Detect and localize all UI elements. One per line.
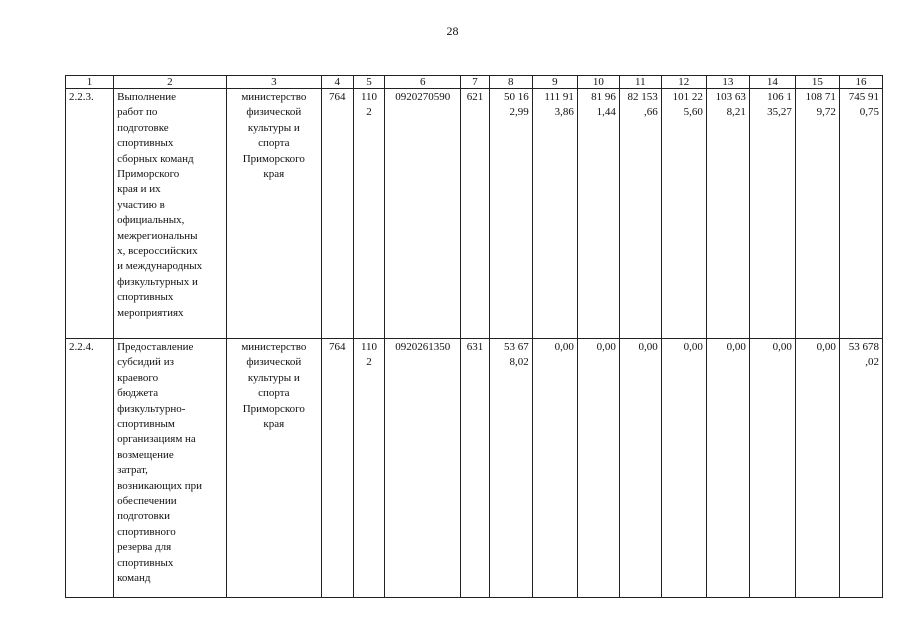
column-header-3: 3 xyxy=(226,76,321,89)
item-name-line: обеспечении xyxy=(117,495,177,508)
expense-type-code: 621 xyxy=(461,89,490,339)
item-name-line: физкультурно- xyxy=(117,402,186,415)
column-header-9: 9 xyxy=(532,76,577,89)
item-name-line: и международных xyxy=(117,260,203,273)
amount-cell-line: 0,00 xyxy=(816,341,836,353)
amount-cell-line: 35,27 xyxy=(767,106,792,119)
item-name-line: возмещение xyxy=(117,448,174,461)
item-name-line: работ по xyxy=(117,106,158,119)
item-name-line: мероприятиях xyxy=(117,306,184,319)
item-name-line: официальных, xyxy=(117,214,185,227)
section-code xyxy=(353,339,385,598)
item-name-line: краевого xyxy=(117,371,159,384)
amount-cell-line: 53 678 xyxy=(848,341,879,353)
amount-cell xyxy=(795,89,839,339)
column-header-13: 13 xyxy=(706,76,749,89)
amount-cell-line: 81 96 xyxy=(591,91,616,103)
column-header-2: 2 xyxy=(114,76,227,89)
item-code: 2.2.3. xyxy=(66,89,114,339)
amount-cell-line: 0,00 xyxy=(772,341,792,353)
amount-cell xyxy=(749,339,795,598)
column-header-10: 10 xyxy=(577,76,619,89)
item-name-line: затрат, xyxy=(117,464,148,477)
amount-cell xyxy=(839,89,882,339)
section-code xyxy=(353,89,385,339)
amount-cell xyxy=(532,339,577,598)
item-name-line: Приморского xyxy=(117,168,180,181)
section-code-line: 110 xyxy=(360,91,378,103)
amount-cell-line: 0,00 xyxy=(638,341,658,353)
grbs-code: 764 xyxy=(321,89,353,339)
amount-cell xyxy=(619,339,661,598)
item-code: 2.2.4. xyxy=(66,339,114,598)
section-code-line: 2 xyxy=(366,106,372,119)
responsible-org-line: края xyxy=(263,168,285,181)
item-name-line: межрегиональны xyxy=(117,229,198,242)
item-name-line: субсидий из xyxy=(117,356,174,369)
responsible-org-line: министерство xyxy=(241,341,307,353)
responsible-org-line: культуры и xyxy=(247,121,300,134)
section-code-line: 2 xyxy=(366,356,372,369)
amount-cell-line: ,66 xyxy=(644,106,658,119)
column-header-15: 15 xyxy=(795,76,839,89)
amount-cell-line: 9,72 xyxy=(816,106,836,119)
amount-cell-line: 0,00 xyxy=(554,341,574,353)
item-name-line: подготовке xyxy=(117,121,169,134)
responsible-org-line: спорта xyxy=(258,387,290,400)
table-row xyxy=(66,339,883,598)
item-name-line: участию в xyxy=(117,198,165,211)
amount-cell-line: 0,75 xyxy=(859,106,879,119)
amount-cell-line: 50 16 xyxy=(504,91,529,103)
amount-cell-line: ,02 xyxy=(865,356,879,369)
target-article-code: 0920270590 xyxy=(385,89,461,339)
amount-cell-line: 1,44 xyxy=(596,106,616,119)
amount-cell xyxy=(749,89,795,339)
column-header-16: 16 xyxy=(839,76,882,89)
amount-cell-line: 106 1 xyxy=(767,91,792,103)
item-name-line: края и их xyxy=(117,183,161,196)
column-header-12: 12 xyxy=(661,76,706,89)
expense-type-code: 631 xyxy=(461,339,490,598)
amount-cell-line: 8,02 xyxy=(509,356,529,369)
item-name-line: Выполнение xyxy=(117,91,176,103)
item-name-line: бюджета xyxy=(117,387,159,400)
amount-cell-line: 2,99 xyxy=(509,106,529,119)
responsible-org-line: спорта xyxy=(258,137,290,150)
responsible-org-line: физической xyxy=(246,106,302,119)
column-header-14: 14 xyxy=(749,76,795,89)
amount-cell xyxy=(661,339,706,598)
amount-cell-line: 3,86 xyxy=(554,106,574,119)
amount-cell xyxy=(839,339,882,598)
column-header-4: 4 xyxy=(321,76,353,89)
responsible-org xyxy=(226,339,321,598)
item-name-line: сборных команд xyxy=(117,152,194,165)
item-name-line: подготовки xyxy=(117,510,170,523)
column-header-6: 6 xyxy=(385,76,461,89)
responsible-org xyxy=(226,89,321,339)
column-header-1: 1 xyxy=(66,76,114,89)
amount-cell xyxy=(795,339,839,598)
amount-cell xyxy=(489,339,532,598)
section-code-line: 110 xyxy=(360,341,378,353)
grbs-code: 764 xyxy=(321,339,353,598)
item-name-line: х, всероссийских xyxy=(117,245,198,258)
responsible-org-line: культуры и xyxy=(247,371,300,384)
item-name-line: спортивного xyxy=(117,525,176,538)
column-header-11: 11 xyxy=(619,76,661,89)
item-name-line: спортивных xyxy=(117,137,174,150)
item-name-line: резерва для xyxy=(117,541,172,554)
amount-cell-line: 0,00 xyxy=(683,341,703,353)
item-name-line: спортивных xyxy=(117,291,174,304)
amount-cell-line: 53 67 xyxy=(504,341,529,353)
amount-cell xyxy=(706,339,749,598)
amount-cell xyxy=(489,89,532,339)
column-header-8: 8 xyxy=(489,76,532,89)
amount-cell xyxy=(619,89,661,339)
amount-cell-line: 101 22 xyxy=(672,91,703,103)
item-name-line: организациям на xyxy=(117,433,196,446)
amount-cell xyxy=(577,339,619,598)
item-name-line: Предоставление xyxy=(117,341,194,353)
amount-cell-line: 111 91 xyxy=(544,91,574,103)
responsible-org-line: физической xyxy=(246,356,302,369)
budget-table xyxy=(65,75,883,598)
table-row xyxy=(66,89,883,339)
responsible-org-line: Приморского xyxy=(242,152,305,165)
item-name xyxy=(114,339,227,598)
amount-cell-line: 745 91 xyxy=(848,91,879,103)
amount-cell xyxy=(706,89,749,339)
amount-cell-line: 0,00 xyxy=(596,341,616,353)
amount-cell-line: 0,00 xyxy=(726,341,746,353)
amount-cell-line: 5,60 xyxy=(683,106,703,119)
amount-cell-line: 8,21 xyxy=(726,106,746,119)
item-name-line: спортивным xyxy=(117,418,175,431)
item-name xyxy=(114,89,227,339)
column-header-5: 5 xyxy=(353,76,385,89)
amount-cell-line: 103 63 xyxy=(715,91,746,103)
target-article-code: 0920261350 xyxy=(385,339,461,598)
responsible-org-line: министерство xyxy=(241,91,307,103)
amount-cell xyxy=(532,89,577,339)
amount-cell xyxy=(577,89,619,339)
amount-cell xyxy=(661,89,706,339)
amount-cell-line: 82 153 xyxy=(627,91,658,103)
page-number: 28 xyxy=(446,24,459,38)
amount-cell-line: 108 71 xyxy=(805,91,836,103)
responsible-org-line: Приморского xyxy=(242,402,305,415)
item-name-line: возникающих при xyxy=(117,479,203,492)
item-name-line: спортивных xyxy=(117,556,174,569)
column-header-7: 7 xyxy=(461,76,490,89)
item-name-line: команд xyxy=(117,572,151,585)
responsible-org-line: края xyxy=(263,418,285,431)
item-name-line: физкультурных и xyxy=(117,275,198,288)
header-row xyxy=(66,76,883,89)
